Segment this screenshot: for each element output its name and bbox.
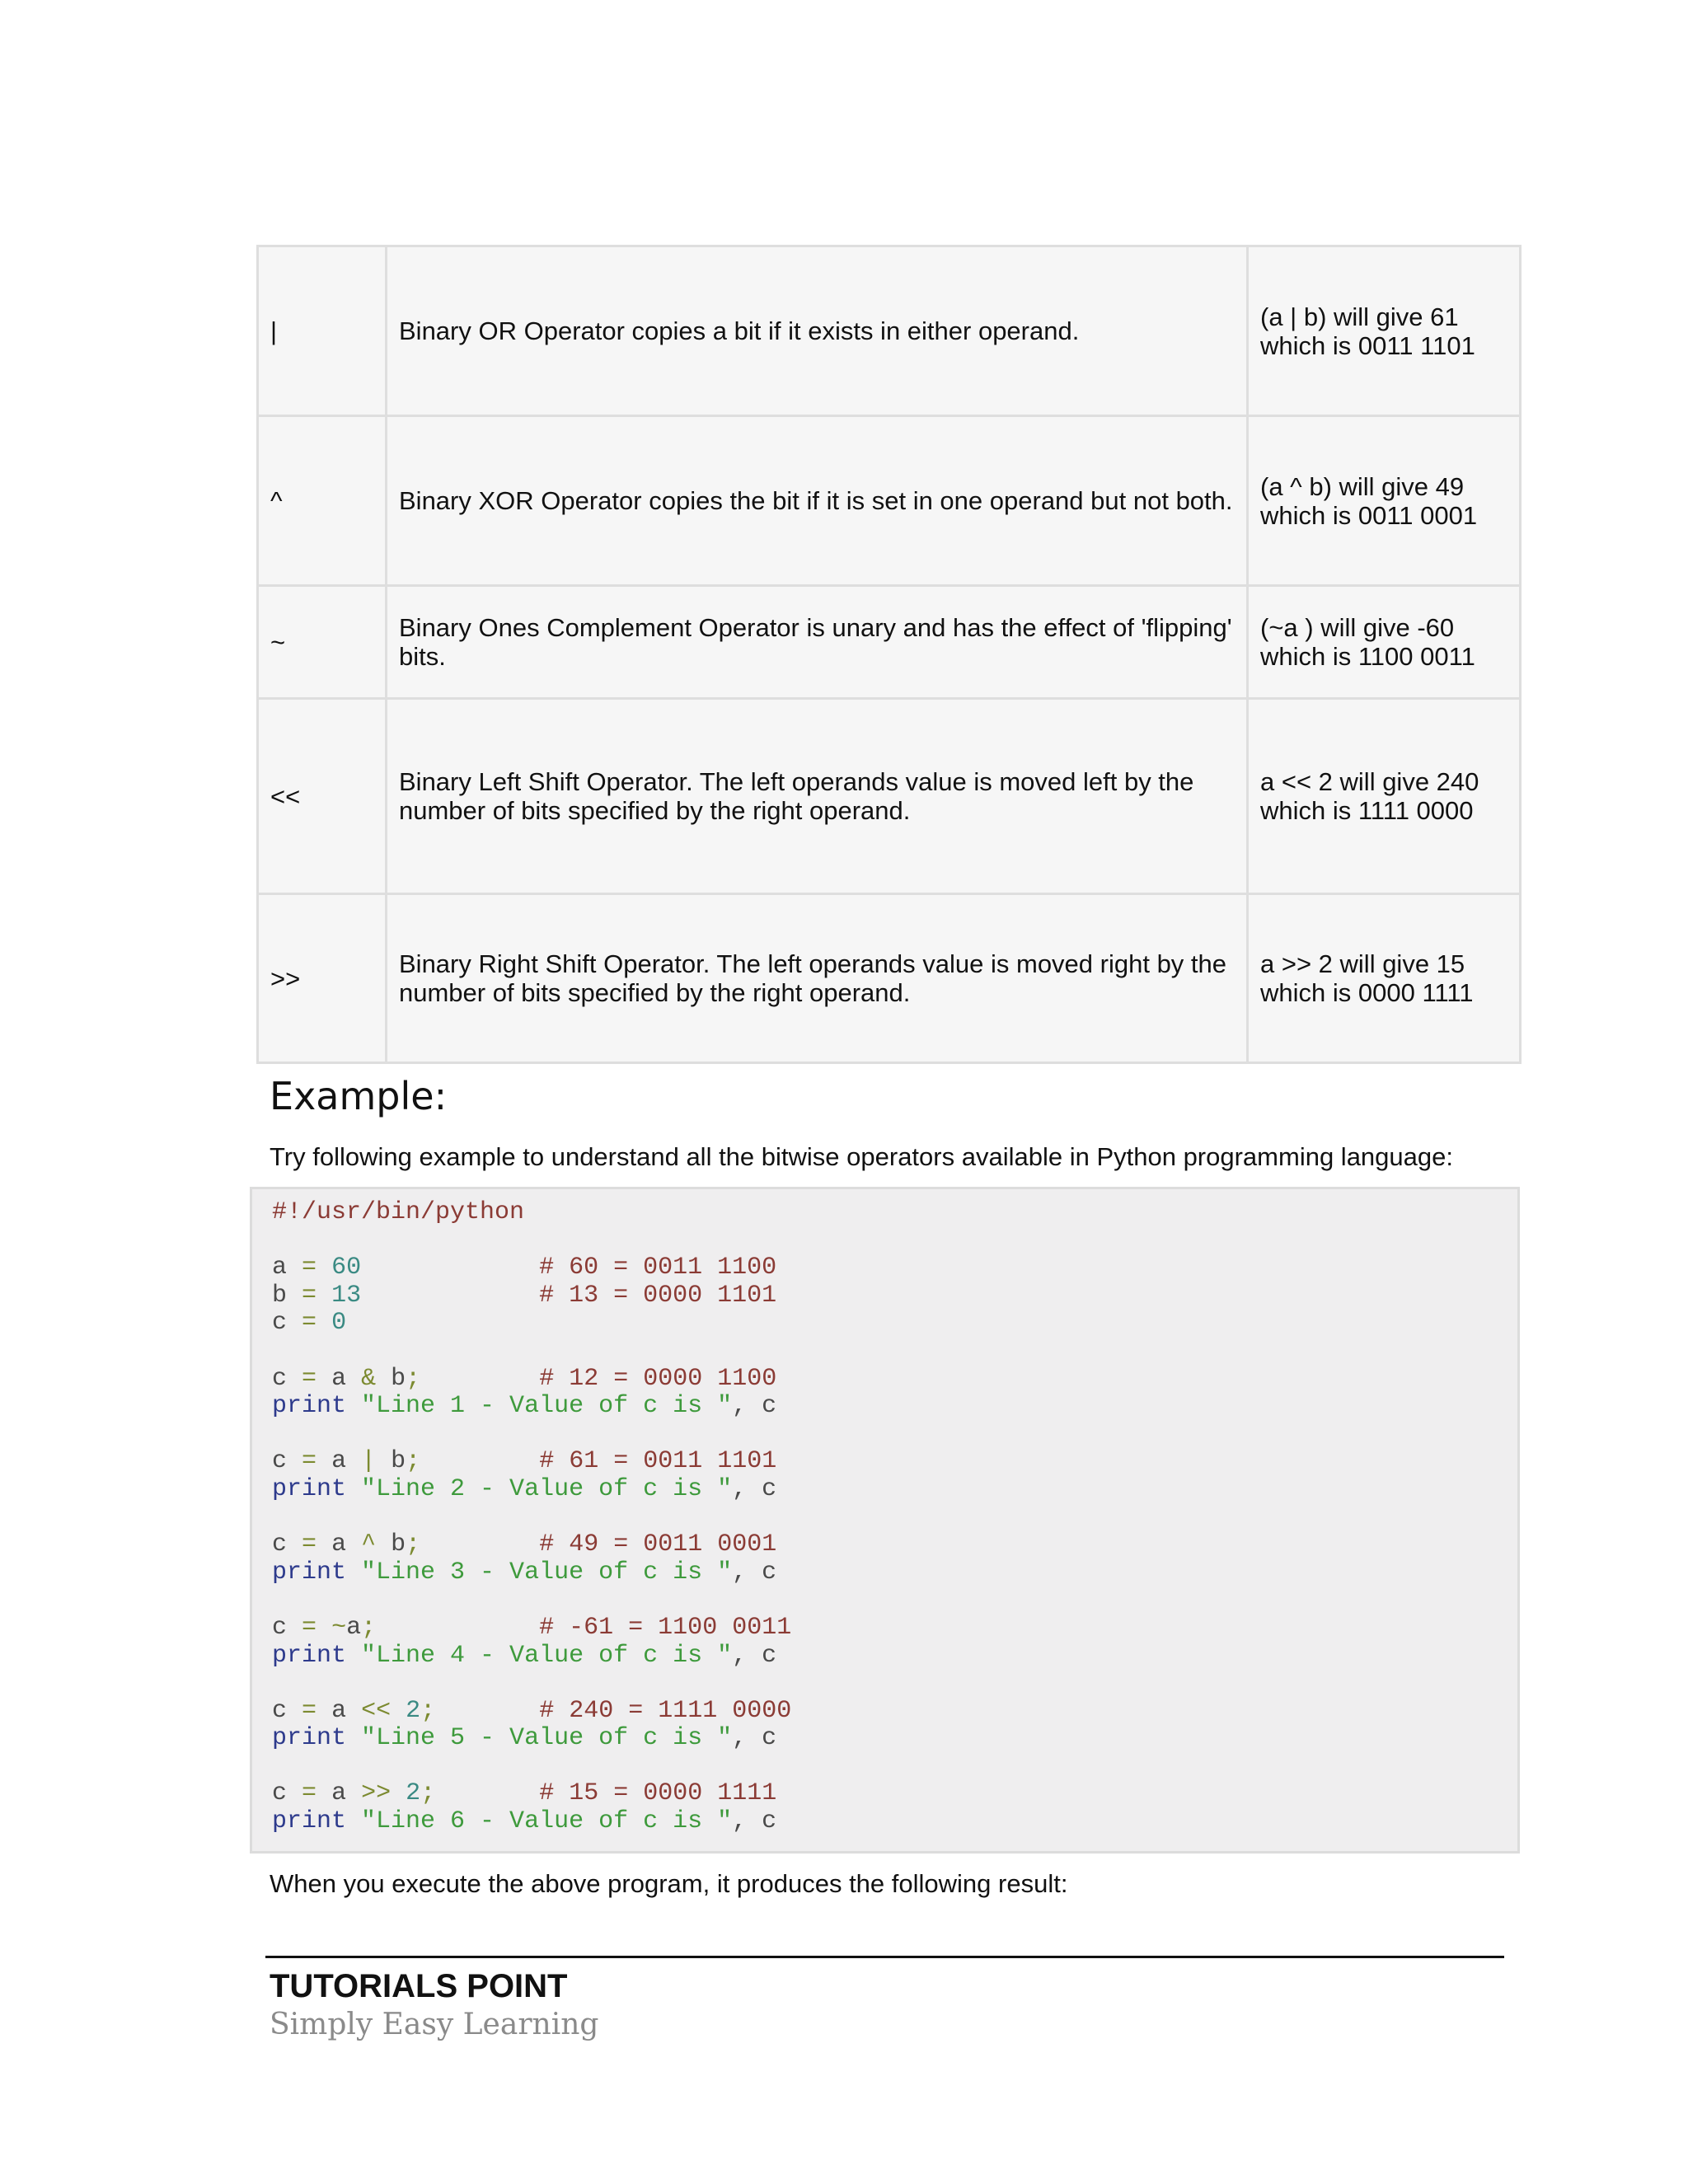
- example-line: a << 2 will give 240: [1260, 767, 1479, 796]
- example-line: (~a ) will give -60: [1260, 613, 1455, 642]
- example-cell: [1248, 894, 1521, 1063]
- code-line: c = a << 2; # 240 = 1111 0000: [272, 1696, 792, 1725]
- code-line: c = 0: [272, 1309, 347, 1338]
- code-line: c = a >> 2; # 15 = 0000 1111: [272, 1779, 777, 1808]
- code-line: c = a & b; # 12 = 0000 1100: [272, 1364, 777, 1393]
- example-line: which is 0011 1101: [1260, 330, 1475, 360]
- example-line: which is 0011 0001: [1260, 500, 1478, 530]
- operator-cell: ^: [258, 416, 387, 586]
- operator-cell: <<: [258, 699, 387, 894]
- operator-cell: ~: [258, 586, 387, 699]
- code-line: #!/usr/bin/python: [272, 1198, 525, 1226]
- code-line: [272, 1421, 1517, 1449]
- code-line: print "Line 1 - Value of c is ", c: [272, 1392, 777, 1421]
- example-cell: [1248, 586, 1521, 699]
- code-line: [272, 1586, 1517, 1615]
- result-text: When you execute the above program, it produces the following result:: [270, 1869, 1068, 1898]
- example-cell: [1248, 699, 1521, 894]
- example-line: (a ^ b) will give 49: [1260, 471, 1465, 501]
- code-line: [272, 1504, 1517, 1532]
- code-line: c = ~a; # -61 = 1100 0011: [272, 1613, 792, 1642]
- code-line: c = a ^ b; # 49 = 0011 0001: [272, 1530, 777, 1559]
- example-line: (a | b) will give 61: [1260, 302, 1459, 331]
- description-cell: Binary OR Operator copies a bit if it exists in either operand.: [387, 246, 1248, 416]
- code-line: b = 13 # 13 = 0000 1101: [272, 1281, 777, 1310]
- code-line: print "Line 3 - Value of c is ", c: [272, 1558, 777, 1586]
- code-line: print "Line 4 - Value of c is ", c: [272, 1641, 777, 1670]
- code-block: [250, 1187, 1520, 1854]
- code-line: a = 60 # 60 = 0011 1100: [272, 1254, 777, 1282]
- example-heading: Example:: [270, 1074, 448, 1118]
- description-cell: Binary Ones Complement Operator is unary and has the effect of 'flipping' bits.: [387, 586, 1248, 699]
- code-line: [272, 1227, 1517, 1255]
- code-line: print "Line 2 - Value of c is ", c: [272, 1474, 777, 1503]
- code-line: [272, 1338, 1517, 1366]
- table-row: [258, 894, 1521, 1063]
- code-line: print "Line 6 - Value of c is ", c: [272, 1807, 777, 1836]
- description-cell: Binary Left Shift Operator. The left operands value is moved left by the number of bits specified by the right operand.: [387, 699, 1248, 894]
- code-line: [272, 1670, 1517, 1698]
- operator-cell: >>: [258, 894, 387, 1063]
- description-cell: Binary XOR Operator copies the bit if it is set in one operand but not both.: [387, 416, 1248, 586]
- operator-table-body: [258, 246, 1521, 1063]
- example-line: which is 1111 0000: [1260, 796, 1474, 825]
- table-row: [258, 586, 1521, 699]
- description-cell: Binary Right Shift Operator. The left operands value is moved right by the number of bits specified by the right operand.: [387, 894, 1248, 1063]
- table-row: [258, 699, 1521, 894]
- footer-tagline: Simply Easy Learning: [270, 2008, 599, 2041]
- code-line: [272, 1753, 1517, 1781]
- example-intro: Try following example to understand all the bitwise operators available in Python programming language:: [270, 1142, 1453, 1171]
- code-line: c = a | b; # 61 = 0011 1101: [272, 1447, 777, 1476]
- example-cell: [1248, 246, 1521, 416]
- example-line: which is 1100 0011: [1260, 642, 1475, 671]
- example-line: which is 0000 1111: [1260, 978, 1474, 1007]
- footer-divider: [265, 1956, 1504, 1958]
- example-line: a >> 2 will give 15: [1260, 949, 1465, 978]
- operator-cell: |: [258, 246, 387, 416]
- operator-table: [256, 245, 1522, 1064]
- table-row: [258, 246, 1521, 416]
- code-line: print "Line 5 - Value of c is ", c: [272, 1724, 777, 1753]
- table-row: [258, 416, 1521, 586]
- example-cell: [1248, 416, 1521, 586]
- footer-brand: TUTORIALS POINT: [270, 1968, 568, 2004]
